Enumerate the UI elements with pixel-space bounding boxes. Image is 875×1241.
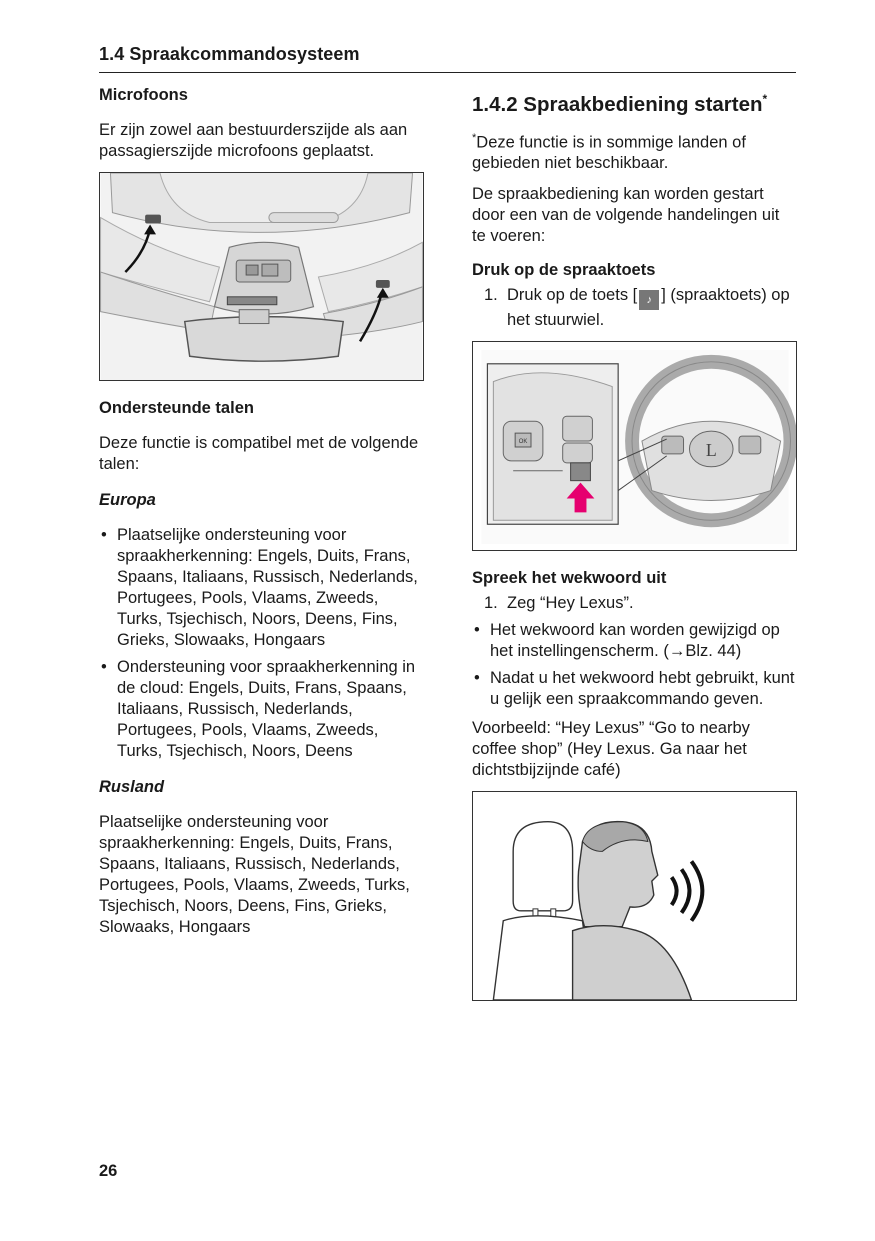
- press-steps: [472, 285, 797, 331]
- list-item: • Plaatselijke ondersteuning voor spraakherkenning: Engels, Duits, Frans, Spaans, Italiaans, Russisch, Nederlands, Portugees, Pools, Vlaams, Zweeds, Turks, Tsjechisch, Noors, Deens, Fins, Grieks, Slowaaks, Hongaars: [99, 525, 424, 651]
- step-number: 1.: [484, 594, 498, 613]
- steering-wheel-drawing: [473, 342, 796, 550]
- step-text-after: ] (spraaktoets) op het stuurwiel.: [507, 286, 790, 330]
- voice-key-icon: ♪: [639, 290, 659, 310]
- left-column: [99, 84, 424, 948]
- steering-wheel-illustration: [472, 341, 797, 551]
- list-item: [472, 593, 797, 614]
- russia-text: Plaatselijke ondersteuning voor spraakherkenning: Engels, Duits, Frans, Spaans, Italiaans, Russisch, Nederlands, Portugees, Pools, Vlaams, Zweeds, Turks, Tsjechisch, Noors, Deens, Fins, Grieks, Slowaaks, Hongaars: [99, 813, 410, 936]
- step-number: 1.: [484, 286, 498, 305]
- note-mark: *: [472, 131, 477, 144]
- list-item: • Nadat u het wekwoord hebt gebruikt, kunt u gelijk een spraakcommando geven.: [472, 668, 797, 710]
- logo-letter: L: [705, 440, 717, 461]
- list-item: [472, 620, 797, 662]
- section-header: [99, 44, 796, 73]
- page-number: 26: [99, 1162, 118, 1180]
- press-heading: Druk op de spraaktoets: [472, 261, 656, 280]
- section-title: 1.4 Spraakcommandosysteem: [99, 44, 360, 64]
- wake-notes: [472, 620, 797, 710]
- wake-note-text: Het wekwoord kan worden gewijzigd op het instellingenscherm. (→Blz. 44): [490, 621, 780, 661]
- speaking-driver-drawing: [473, 792, 796, 1000]
- example-text: Voorbeeld: “Hey Lexus” “Go to nearby coffee shop” (Hey Lexus. Ga naar het dichtstbijzijnde café): [472, 719, 750, 780]
- ok-label: OK: [518, 439, 528, 446]
- availability-note: [472, 128, 797, 175]
- europe-heading: Europa: [99, 491, 156, 509]
- wake-steps: [472, 593, 797, 614]
- microphone-illustration: [99, 172, 424, 381]
- list-item: • Ondersteuning voor spraakherkenning in de cloud: Engels, Duits, Frans, Spaans, Italiaans, Russisch, Nederlands, Portugees, Pools, Vlaams, Zweeds, Turks, Tsjechisch, Noors, Deens: [99, 657, 424, 762]
- step-text-before: Druk op de toets [: [507, 286, 638, 305]
- subsection-title: [472, 86, 797, 118]
- availability-note-text: Deze functie is in sommige landen of gebieden niet beschikbaar.: [472, 133, 746, 173]
- list-item: [472, 285, 797, 331]
- footnote-mark: *: [762, 92, 768, 106]
- russia-heading: Rusland: [99, 778, 165, 796]
- intro-text: De spraakbediening kan worden gestart door een van de volgende handelingen uit te voeren:: [472, 185, 780, 246]
- right-column: [472, 84, 797, 1001]
- languages-heading: Ondersteunde talen: [99, 399, 254, 417]
- step-text: Zeg “Hey Lexus”.: [507, 594, 634, 613]
- europe-list: [99, 525, 424, 762]
- subsection-title-text: 1.4.2 Spraakbediening starten: [472, 92, 763, 116]
- speaking-driver-illustration: [472, 791, 797, 1001]
- languages-text: Deze functie is compatibel met de volgende talen:: [99, 434, 419, 473]
- microphones-text: Er zijn zowel aan bestuurderszijde als aan passagierszijde microfoons geplaatst.: [99, 121, 408, 160]
- overhead-console-drawing: [100, 173, 423, 380]
- microphones-heading: Microfoons: [99, 86, 188, 104]
- wake-heading: Spreek het wekwoord uit: [472, 569, 667, 588]
